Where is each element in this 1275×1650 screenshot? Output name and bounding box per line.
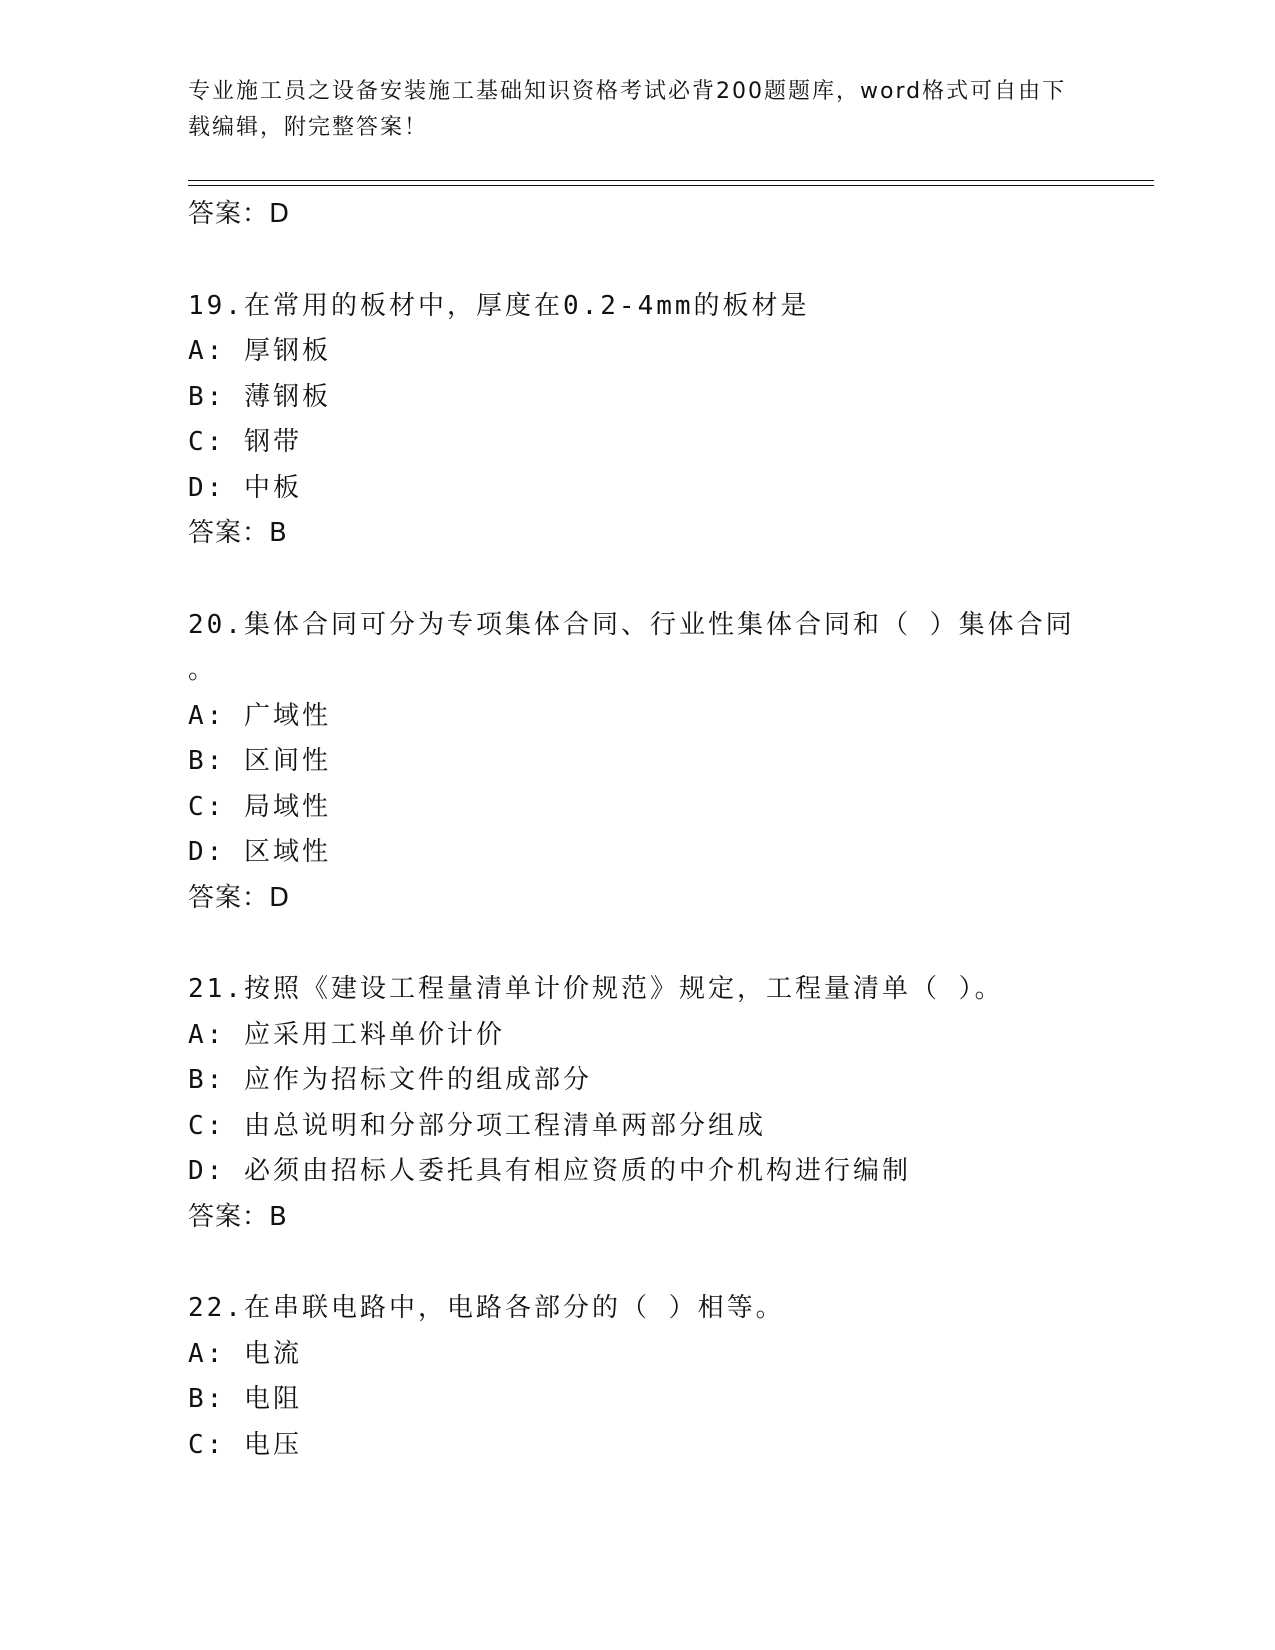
spacer <box>188 921 1088 967</box>
option-a-22: A: 电流 <box>188 1338 302 1369</box>
option-c-21: C: 由总说明和分部分项工程清单两部分组成 <box>188 1110 766 1141</box>
option-c-22: C: 电压 <box>188 1429 302 1460</box>
question-list <box>188 192 1088 1468</box>
option-b-20: B: 区间性 <box>188 746 331 776</box>
option-d-21: D: 必须由招标人委托具有相应资质的中介机构进行编制 <box>188 1156 911 1186</box>
option-c-19: C: 钢带 <box>188 427 302 457</box>
question-text-20-tail: 。 <box>188 655 218 685</box>
option-a-20: A: 广域性 <box>188 700 331 731</box>
question-text-21: 21.按照《建设工程量清单计价规范》规定，工程量清单（ ）。 <box>188 974 1004 1004</box>
spacer <box>188 238 1088 284</box>
option-b-19: B: 薄钢板 <box>188 381 331 412</box>
option-b-21: B: 应作为招标文件的组成部分 <box>188 1065 592 1095</box>
question-block-20 <box>188 603 1088 922</box>
spacer <box>188 1240 1088 1286</box>
spacer <box>188 557 1088 603</box>
option-d-19: D: 中板 <box>188 472 302 503</box>
question-block-22 <box>188 1286 1088 1468</box>
question-block-19 <box>188 284 1088 557</box>
header-divider-bottom <box>188 185 1154 186</box>
option-c-20: C: 局域性 <box>188 791 331 822</box>
question-text-22: 22.在串联电路中，电路各部分的（ ）相等。 <box>188 1293 785 1323</box>
answer-line-prev: 答案：D <box>188 199 291 229</box>
option-d-20: D: 区域性 <box>188 837 331 867</box>
option-a-19: A: 厚钢板 <box>188 336 331 366</box>
question-text-19: 19.在常用的板材中，厚度在0.2-4mm的板材是 <box>188 290 810 321</box>
option-a-21: A: 应采用工料单价计价 <box>188 1019 505 1050</box>
question-block-21 <box>188 967 1088 1240</box>
page-header: 专业施工员之设备安装施工基础知识资格考试必背200题题库，word格式可自由下载编辑，附完整答案！ <box>188 79 1067 140</box>
answer-line-19: 答案：B <box>188 518 288 548</box>
header-divider-top <box>188 180 1154 181</box>
question-text-20: 20.集体合同可分为专项集体合同、行业性集体合同和（ ）集体合同 <box>188 609 1075 640</box>
answer-line-21: 答案：B <box>188 1201 288 1232</box>
option-b-22: B: 电阻 <box>188 1384 302 1414</box>
answer-line-20: 答案：D <box>188 882 291 913</box>
